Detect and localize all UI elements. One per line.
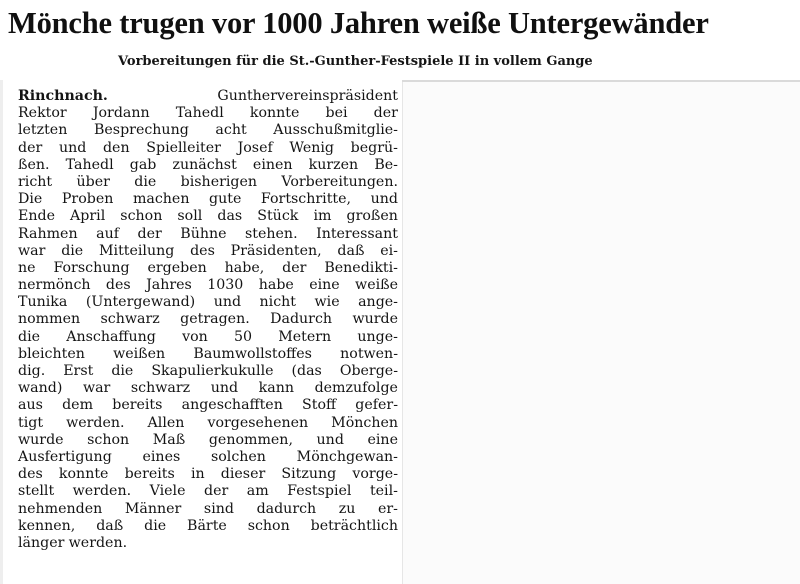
article-word: tigt: [18, 414, 44, 431]
article-word: großen: [346, 208, 398, 225]
article-word: wurde: [352, 311, 398, 328]
article-word: 1030: [207, 277, 244, 294]
article-word: über: [76, 173, 110, 190]
article-word: den: [102, 139, 130, 156]
article-word: wand): [18, 380, 63, 397]
article-word: eines: [142, 448, 181, 465]
article-word: und: [210, 380, 239, 397]
article-word: Mönchen: [331, 414, 398, 431]
article-word: werden.: [66, 414, 125, 431]
article-word: bei: [325, 105, 348, 122]
article-word: schwarz: [100, 311, 160, 328]
article-word: stellt: [18, 483, 55, 500]
article-word: der: [137, 225, 162, 242]
article-word: bereits: [124, 466, 175, 483]
article-word: 50: [233, 328, 253, 345]
article-word: ßen.: [18, 156, 50, 173]
article-word: einen: [252, 156, 293, 173]
article-word: die: [18, 328, 41, 345]
article-lines: [18, 105, 398, 552]
article-line: [18, 380, 398, 397]
article-line: [18, 535, 398, 552]
article-word: des: [105, 277, 131, 294]
article-word: ei-: [380, 242, 398, 259]
article-line: [18, 157, 398, 174]
article-word: gute: [209, 191, 242, 208]
article-word: Festspiel: [287, 483, 352, 500]
article-word: Fortschritte,: [260, 191, 352, 208]
article-word: Stück: [257, 208, 299, 225]
article-word: soll: [177, 208, 203, 225]
article-word: wie: [314, 294, 340, 311]
article-word: Bühne: [180, 225, 227, 242]
article-word: habe,: [224, 259, 265, 276]
article-line: [18, 483, 398, 500]
article-word: Baumwollstoffes: [193, 345, 312, 362]
article-word: notwen-: [340, 345, 398, 362]
article-word: Rektor: [18, 105, 67, 122]
article-word: schon: [87, 431, 130, 448]
article-word: gefer-: [355, 397, 398, 414]
article-word: letzten: [18, 122, 68, 139]
article-word: Anschaffung: [66, 328, 156, 345]
article-line: [18, 88, 398, 105]
article-word: Jordann: [92, 105, 150, 122]
article-word: Stoff: [302, 397, 337, 414]
article-word: eine: [367, 431, 398, 448]
article-word: werden.: [72, 483, 132, 500]
article-word: die: [111, 363, 134, 379]
article-word: war: [18, 242, 46, 259]
article-word: daß: [337, 242, 365, 259]
article-word: und: [213, 294, 242, 311]
article-word: teil-: [369, 483, 398, 500]
article-line: [18, 501, 398, 518]
article-line: [18, 415, 398, 432]
article-word: dadurch: [256, 500, 317, 517]
article-word: Sitzung: [281, 466, 337, 483]
article-word: Tahedl: [65, 156, 114, 173]
article-word: Viele: [149, 483, 186, 500]
article-word: April: [70, 208, 106, 225]
article-word: er-: [378, 500, 398, 517]
article-first-line: Gunthervereinspräsident: [217, 88, 398, 104]
article-word: kann: [258, 380, 294, 397]
article-word: am: [246, 483, 269, 500]
article-word: weißen: [113, 345, 166, 362]
article-word: Rahmen: [18, 225, 78, 242]
article-word: demzufolge: [314, 380, 398, 397]
article-word: des: [18, 466, 43, 483]
article-line: [18, 294, 398, 311]
article-word: nicht: [259, 294, 297, 311]
article-word: Forschung: [53, 259, 130, 276]
article-word: Vorbereitungen.: [281, 173, 398, 190]
article-word: Bärte: [187, 517, 227, 534]
article-line: [18, 140, 398, 157]
dateline: Rinchnach.: [18, 88, 108, 104]
article-word: Ausschußmitglie-: [273, 122, 398, 139]
article-word: konnte: [249, 105, 300, 122]
article-word: (das: [291, 363, 322, 379]
article-line: [18, 122, 398, 139]
article-word: der: [18, 139, 43, 156]
article-word: zu: [338, 500, 356, 517]
article-word: nehmenden: [18, 500, 103, 517]
article-word: nermönch: [18, 277, 91, 294]
article-word: ergeben: [147, 259, 207, 276]
article-word: die: [61, 242, 84, 259]
article-line: [18, 243, 398, 260]
article-word: wurde: [18, 431, 64, 448]
article-line: [18, 174, 398, 191]
article-word: weiße: [355, 277, 398, 294]
article-body: [18, 88, 398, 552]
article-line: [18, 191, 398, 208]
article-word: dem: [62, 397, 94, 414]
article-word: bereits: [112, 397, 163, 414]
article-word: zunächst: [172, 156, 237, 173]
article-word: länger: [18, 534, 65, 551]
article-line: [18, 329, 398, 346]
article-word: schwarz: [130, 380, 191, 397]
article-word: Spielleiter: [146, 139, 221, 156]
blank-area: [402, 82, 800, 584]
scan-edge: [0, 80, 3, 584]
article-line: [18, 311, 398, 328]
article-word: machen: [132, 191, 190, 208]
article-word: Be-: [374, 156, 398, 173]
article-line: [18, 105, 398, 122]
article-word: vorge-: [352, 466, 398, 483]
article-line: [18, 518, 398, 535]
article-word: acht: [215, 122, 247, 139]
article-word: werden.: [68, 534, 128, 551]
article-word: Oberge-: [339, 363, 398, 379]
article-word: Maß: [152, 431, 186, 448]
article-word: Josef: [237, 139, 273, 156]
article-word: und: [370, 191, 398, 208]
article-word: und: [58, 139, 87, 156]
article-word: Tahedl: [175, 105, 224, 122]
article-word: Mitteilung: [99, 242, 175, 259]
article-word: begrü-: [350, 139, 398, 156]
article-word: im: [313, 208, 332, 225]
article-word: Mönchgewan-: [296, 448, 398, 465]
article-line: [18, 346, 398, 363]
article-word: Allen: [147, 414, 185, 431]
article-line: [18, 208, 398, 225]
article-word: unge-: [357, 328, 398, 345]
article-word: Erst: [63, 363, 94, 379]
article-word: vorgesehenen: [207, 414, 309, 431]
article-word: von: [182, 328, 208, 345]
article-word: Tunika: [18, 294, 68, 311]
article-line: [18, 466, 398, 483]
article-word: sind: [203, 500, 234, 517]
article-word: in: [190, 466, 205, 483]
article-word: dieser: [220, 466, 266, 483]
article-word: Dadurch: [270, 311, 333, 328]
article-word: des: [190, 242, 215, 259]
subheadline: Vorbereitungen für die St.-Gunther-Festspiele II in vollem Gange: [118, 54, 593, 69]
article-word: bleichten: [18, 345, 85, 362]
article-line: [18, 397, 398, 414]
article-word: dig.: [18, 363, 46, 379]
article-line: [18, 226, 398, 243]
article-word: Die: [18, 191, 43, 208]
article-word: genommen,: [208, 431, 293, 448]
article-line: [18, 260, 398, 277]
article-word: kennen,: [18, 517, 76, 534]
article-word: eine: [309, 277, 340, 294]
article-word: Männer: [124, 500, 182, 517]
article-word: Jahres: [146, 277, 192, 294]
article-word: auf: [96, 225, 119, 242]
article-word: gab: [129, 156, 157, 173]
article-word: Präsidenten,: [230, 242, 322, 259]
article-word: die: [144, 517, 167, 534]
article-word: war: [82, 380, 111, 397]
article-word: das: [217, 208, 243, 225]
article-line: [18, 449, 398, 466]
article-word: Metern: [278, 328, 332, 345]
article-word: stehen.: [245, 225, 298, 242]
article-word: richt: [18, 173, 53, 190]
article-word: ange-: [358, 294, 398, 311]
article-line: [18, 432, 398, 449]
article-word: Ende: [18, 208, 55, 225]
article-line: [18, 277, 398, 294]
article-word: und: [316, 431, 344, 448]
article-word: der: [282, 259, 307, 276]
article-word: Interessant: [316, 225, 398, 242]
article-word: kurzen: [308, 156, 359, 173]
article-word: daß: [96, 517, 124, 534]
article-word: konnte: [58, 466, 109, 483]
article-word: habe: [258, 277, 294, 294]
article-word: beträchtlich: [310, 517, 398, 534]
article-word: ne: [18, 259, 36, 276]
article-word: getragen.: [180, 311, 250, 328]
article-word: aus: [18, 397, 43, 414]
article-word: bisherigen: [180, 173, 258, 190]
article-word: Ausfertigung: [18, 448, 112, 465]
article-word: Wenig: [289, 139, 334, 156]
article-word: Benedikti-: [324, 259, 398, 276]
article-word: (Untergewand): [85, 294, 196, 311]
article-word: angeschafften: [181, 397, 283, 414]
article-word: Skapulierkukulle: [151, 363, 274, 379]
article-line: [18, 363, 398, 380]
article-word: der: [373, 105, 398, 122]
headline: Mönche trugen vor 1000 Jahren weiße Untergewänder: [8, 6, 709, 40]
article-word: Besprechung: [93, 122, 189, 139]
article-word: Proben: [61, 191, 114, 208]
article-word: schon: [120, 208, 163, 225]
article-word: die: [134, 173, 157, 190]
article-word: nommen: [18, 311, 81, 328]
article-word: schon: [247, 517, 290, 534]
article-word: solchen: [210, 448, 266, 465]
article-word: der: [203, 483, 229, 500]
